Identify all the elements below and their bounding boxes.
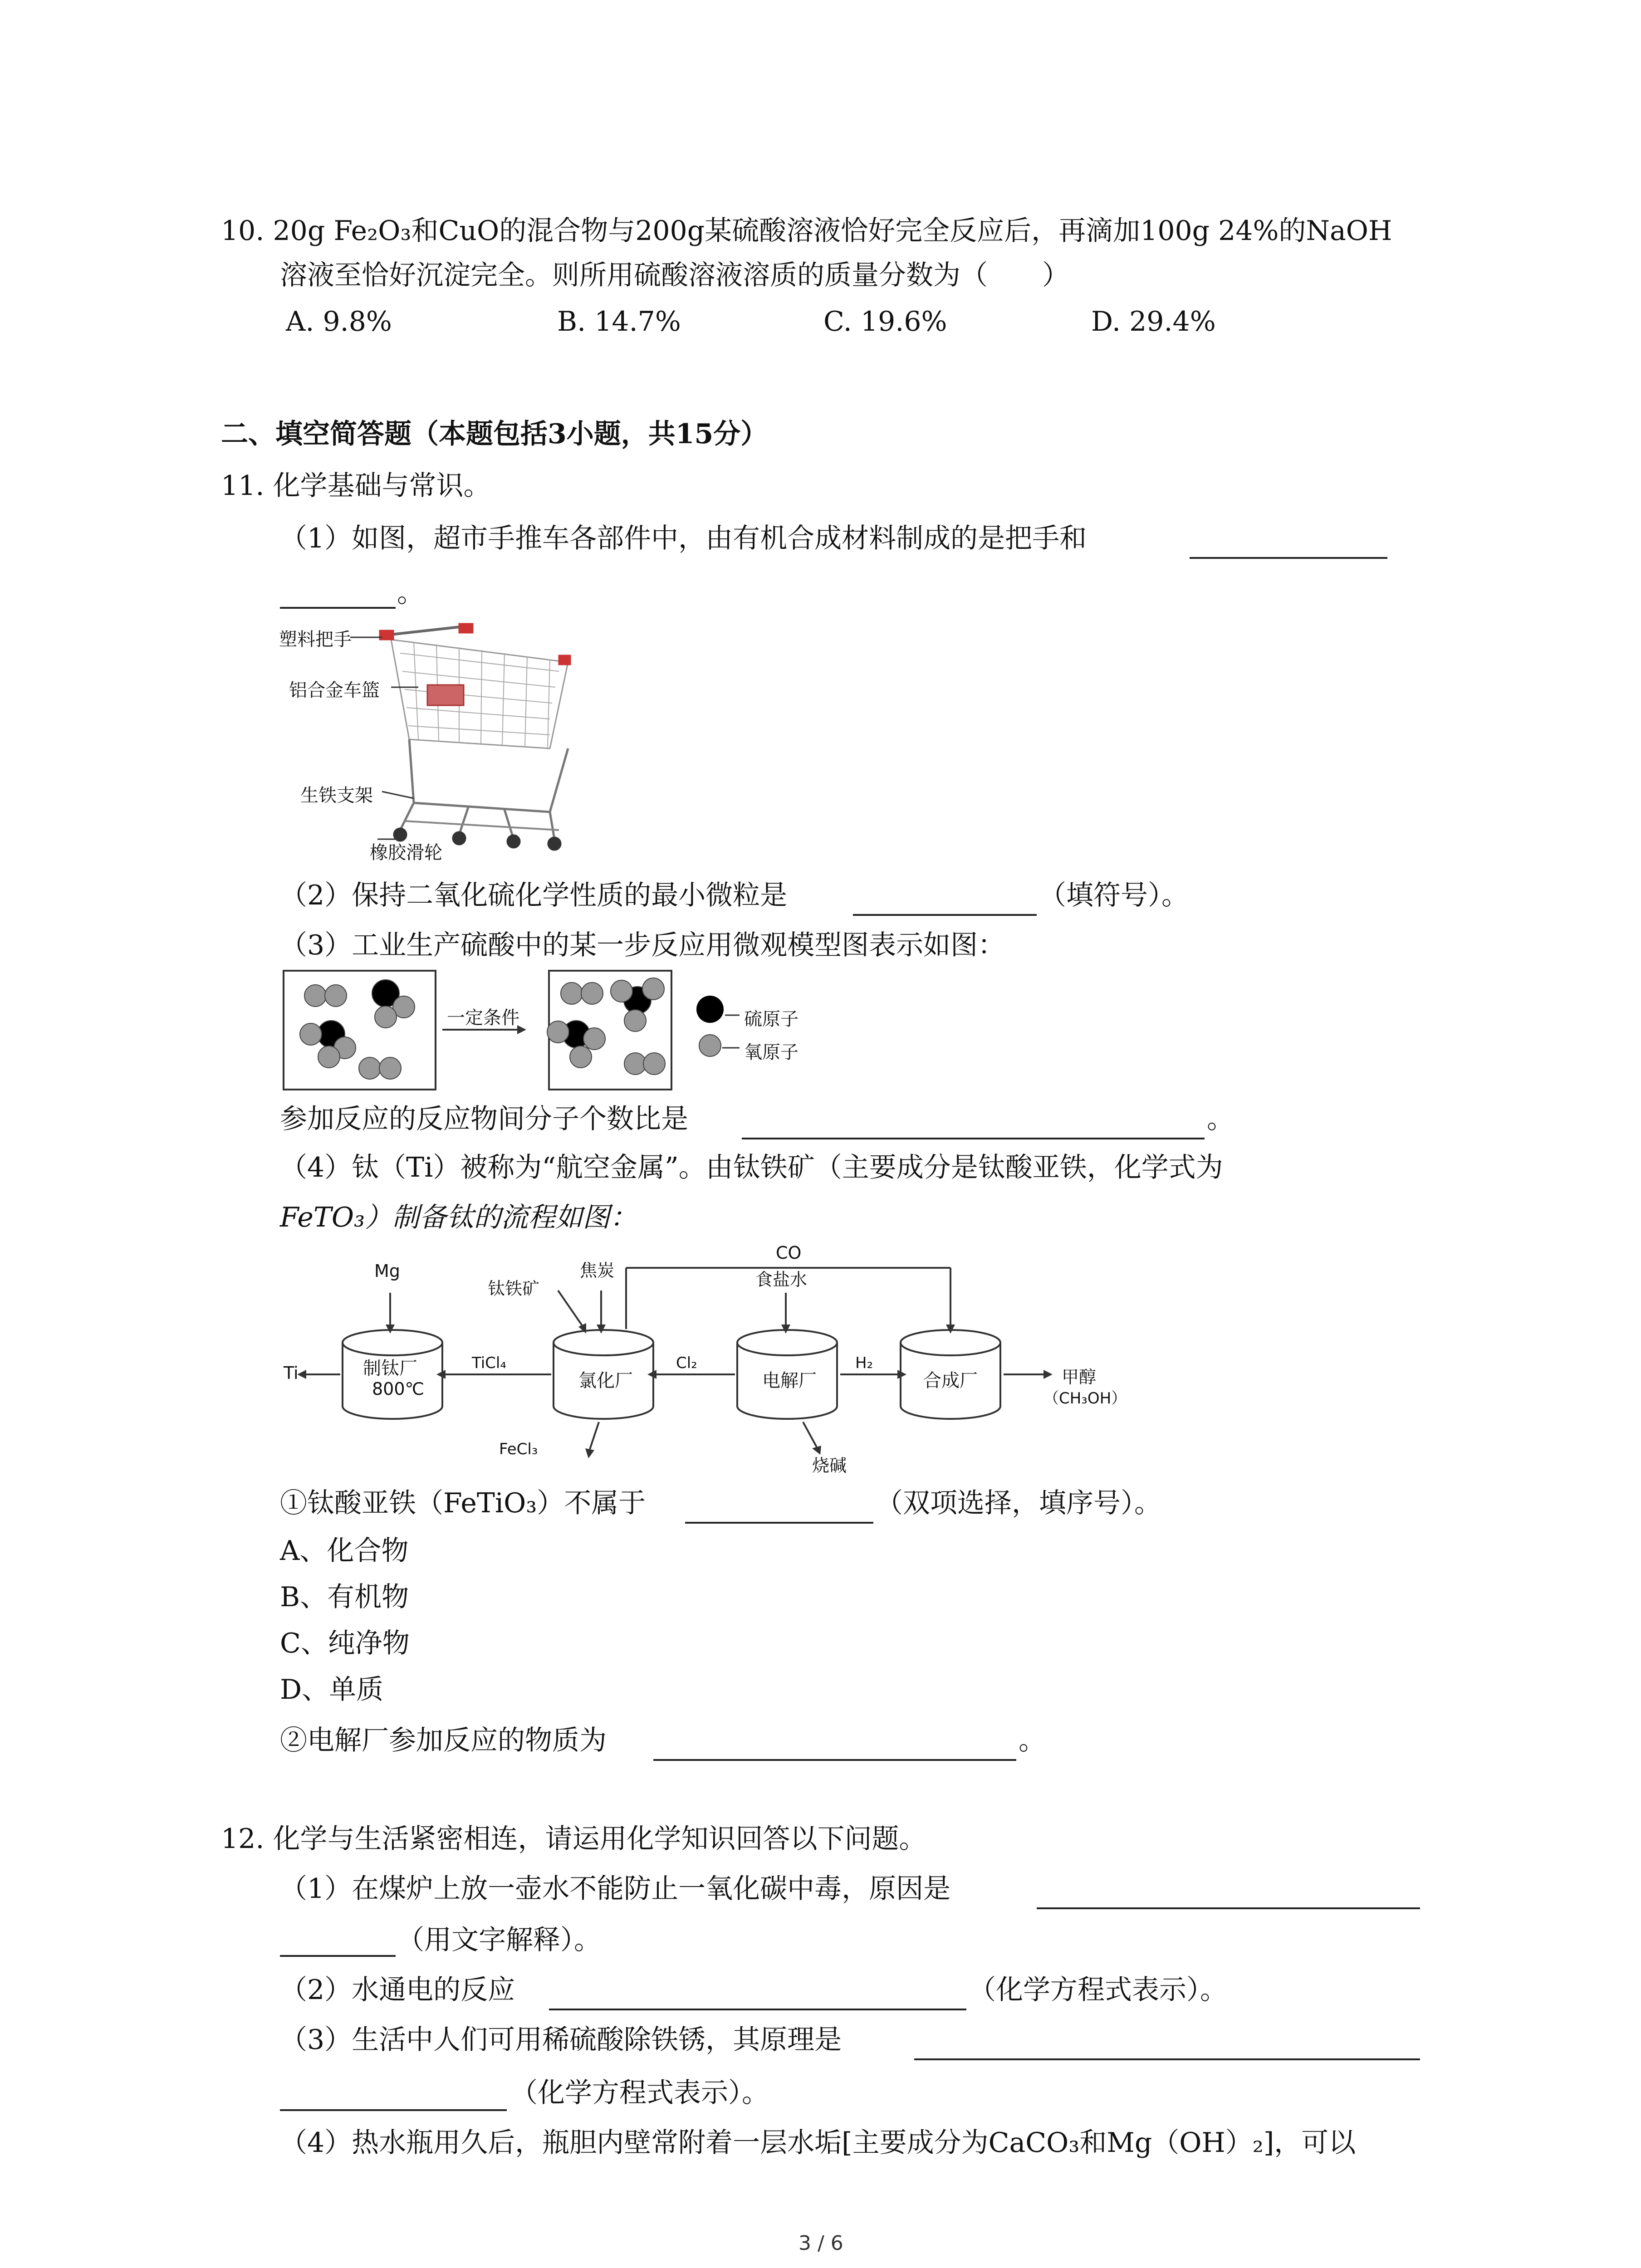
- legend-oxygen-atom: [699, 1035, 721, 1056]
- q11-sub1-post: （双项选择，填序号）。: [876, 1487, 1161, 1519]
- flow-brine: 食盐水: [755, 1270, 808, 1290]
- q12-part3-blank-cont[interactable]: [280, 2082, 507, 2111]
- q11-part1: [280, 521, 1087, 556]
- q11-ratio-pre: 参加反应的反应物间分子个数比是: [280, 1103, 688, 1135]
- legend-sulfur-label: 硫原子: [744, 1009, 798, 1030]
- q11-part4-line2: FeTO₃）制备钛的流程如图：: [280, 1202, 637, 1233]
- flow-fecl3: FeCl₃: [499, 1440, 538, 1458]
- q11-sub2-blank[interactable]: [653, 1732, 1016, 1761]
- q10-line2: 溶液至恰好沉淀完全。则所用硫酸溶液溶质的质量分数为（ ）: [280, 259, 1069, 291]
- flow-cl2: Cl₂: [676, 1354, 697, 1372]
- page-number: 3 / 6: [798, 2232, 843, 2255]
- q11-part2-post: （填符号）。: [1039, 880, 1189, 911]
- q11-part3: （3）工业生产硫酸中的某一步反应用微观模型图表示如图：: [280, 929, 1005, 961]
- q11-part2-pre: （2）保持二氧化硫化学性质的最小微粒是: [280, 880, 788, 911]
- cart-label-wheel: 橡胶滑轮: [370, 842, 442, 863]
- q11-part2-blank[interactable]: [853, 887, 1037, 916]
- q11-ratio-blank[interactable]: [742, 1110, 1205, 1139]
- q10-line1: 10. 20g Fe₂O₃和CuO的混合物与200g某硫酸溶液恰好完全反应后，再滴加100g 24%的NaOH: [221, 215, 1392, 247]
- flow-ticl4: TiCl₄: [472, 1354, 506, 1372]
- section-title: 二、填空简答题（本题包括3小题，共15分）: [221, 418, 768, 450]
- reactant-molecules: [300, 980, 415, 1079]
- q11-sub2-post: 。: [1019, 1725, 1046, 1756]
- q11-choice-d: D、单质: [280, 1674, 384, 1706]
- flow-ore: 钛铁矿: [488, 1279, 540, 1299]
- q11-sub1-pre: ①钛酸亚铁（FeTiO₃）不属于: [280, 1487, 646, 1519]
- q12-part3: （3）生活中人们可用稀硫酸除铁锈，其原理是: [280, 2024, 842, 2056]
- q10-option-a: A. 9.8%: [286, 306, 392, 337]
- cart-label-basket: 铝合金车篮: [289, 680, 380, 701]
- flow-methanol: 甲醇: [1062, 1367, 1097, 1387]
- flow-plant-synthesis: 合成厂: [923, 1370, 978, 1391]
- q11-sub2-pre: ②电解厂参加反应的物质为: [280, 1725, 607, 1756]
- q11-part1-text: （1）如图，超市手推车各部件中，由有机合成材料制成的是把手和: [280, 523, 1087, 554]
- q10-option-d: D. 29.4%: [1091, 306, 1216, 337]
- q12-stem: 12. 化学与生活紧密相连，请运用化学知识回答以下问题。: [221, 1823, 926, 1855]
- flow-ti: Ti: [284, 1363, 299, 1383]
- flow-plant-ti: 制钛厂: [363, 1358, 417, 1379]
- q11-choice-b: B、有机物: [280, 1581, 409, 1613]
- legend-oxygen-label: 氧原子: [744, 1042, 798, 1063]
- q12-part3-end: （化学方程式表示）。: [510, 2077, 769, 2109]
- cart-label-frame: 生铁支架: [300, 785, 373, 806]
- legend-sulfur-atom: [696, 996, 724, 1023]
- q12-part1-blank-cont[interactable]: [280, 1928, 396, 1957]
- flow-coke: 焦炭: [580, 1261, 615, 1281]
- flow-co: CO: [776, 1243, 802, 1263]
- q10-option-c: C. 19.6%: [823, 306, 947, 337]
- flow-methanol-formula: （CH₃OH）: [1043, 1389, 1127, 1408]
- reaction-condition: 一定条件: [447, 1007, 519, 1028]
- q11-part4-line1: （4）钛（Ti）被称为“航空金属”。由钛铁矿（主要成分是钛酸亚铁，化学式为: [280, 1152, 1223, 1183]
- q12-part1: （1）在煤炉上放一壶水不能防止一氧化碳中毒，原因是: [280, 1873, 951, 1905]
- flow-plant-ti-temp: 800℃: [372, 1379, 425, 1399]
- q11-choice-c: C、纯净物: [280, 1628, 410, 1659]
- q12-part1-end: （用文字解释）。: [397, 1924, 601, 1956]
- cart-label-handle: 塑料把手: [279, 629, 352, 650]
- flow-mg: Mg: [374, 1261, 400, 1281]
- q11-sub1-blank[interactable]: [685, 1495, 873, 1524]
- q11-part1-blank[interactable]: [1190, 530, 1387, 559]
- q12-part3-blank[interactable]: [914, 2031, 1420, 2060]
- flow-plant-electrolysis: 电解厂: [762, 1370, 817, 1391]
- flow-h2: H₂: [855, 1354, 873, 1372]
- product-molecules: [547, 978, 665, 1075]
- q11-part1-end: 。: [397, 577, 424, 609]
- q10-option-b: B. 14.7%: [557, 306, 681, 337]
- q11-stem: 11. 化学基础与常识。: [221, 470, 491, 502]
- shopping-cart-image: [350, 624, 570, 850]
- q11-choice-a: A、化合物: [280, 1535, 409, 1567]
- q12-part2-pre: （2）水通电的反应: [280, 1974, 515, 2006]
- q12-part2-blank[interactable]: [549, 1981, 966, 2010]
- q12-part1-blank[interactable]: [1037, 1880, 1420, 1909]
- flow-plant-chlorination: 氯化厂: [578, 1370, 633, 1391]
- q12-part4: （4）热水瓶用久后，瓶胆内壁常附着一层水垢[主要成分为CaCO₃和Mg（OH）₂]，可以: [280, 2127, 1356, 2159]
- q11-part1-blank-cont[interactable]: [280, 580, 396, 609]
- q11-ratio-post: 。: [1207, 1103, 1234, 1135]
- flow-naoh: 烧碱: [812, 1456, 847, 1476]
- q12-part2-post: （化学方程式表示）。: [969, 1974, 1227, 2006]
